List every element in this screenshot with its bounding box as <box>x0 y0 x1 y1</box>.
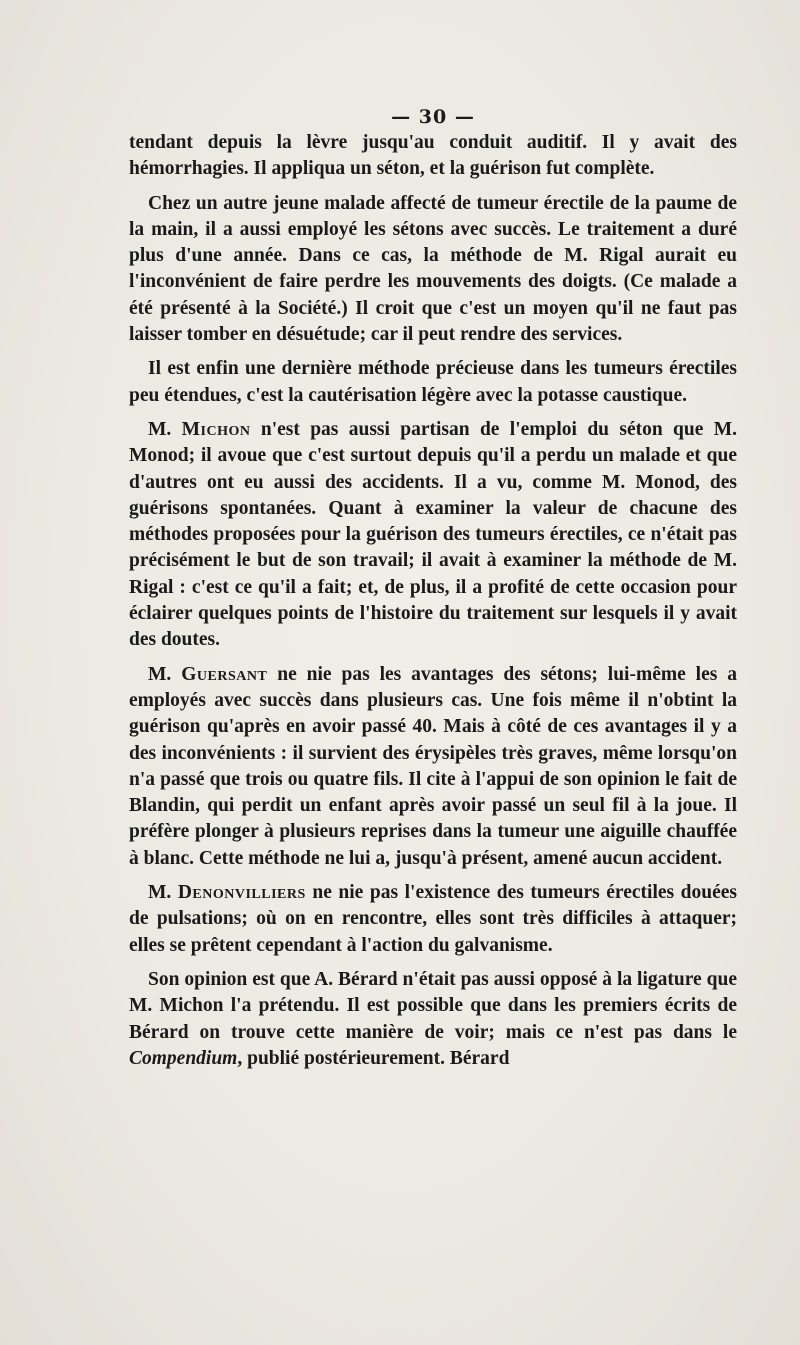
paragraph-text: ne nie pas l'existence des tumeurs érectiles douées de pulsations; où on en rencontre, elles sont très difficiles à attaquer; elles se prêtent cependant à l'action du galvanisme. <box>129 882 738 956</box>
paragraph-text: , publié postérieurement. Bérard <box>237 1047 510 1069</box>
speaker-title: M. <box>148 882 178 904</box>
work-title: Compendium <box>129 1047 238 1069</box>
paragraph-2: Chez un autre jeune malade affecté de tumeur érectile de la paume de la main, il a aussi employé les sétons avec succès. Le traitement a duré plus d'une année. Dans ce cas, la méthode de M. Rigal aurait eu l'inconvénient de faire perdre les mouvements des doigts. (Ce malade a été présenté à la Société.) Il croit que c'est un moyen qu'il ne faut pas laisser tomber en désuétude; car il peut rendre des services. <box>129 192 737 346</box>
paragraph-6 <box>129 880 737 959</box>
paragraph-text: n'est pas aussi partisan de l'emploi du séton que M. Monod; il avoue que c'est surtout depuis qu'il a perdu un malade et que d'autres ont eu aussi des accidents. Il a vu, comme M. Monod, des guérisons spontanées. Quant à examiner la valeur de chacune des méthodes proposées pour la guérison des tumeurs érectiles, ce n'était pas précisément le but de son travail; il avait à examiner la méthode de M. Rigal : c'est ce qu'il a fait; et, de plus, il a profité de cette occasion pour éclairer quelques points de l'histoire du traitement sur lesquels il y avait des doutes. <box>129 418 738 651</box>
speaker-title: M. <box>148 663 182 685</box>
speaker-name: Michon <box>181 418 251 440</box>
speaker-name: Denonvilliers <box>177 882 306 904</box>
paragraph-5 <box>129 662 737 872</box>
page-number: — 30 — <box>391 106 475 128</box>
paragraph-3: Il est enfin une dernière méthode précieuse dans les tumeurs érectiles peu étendues, c'est la cautérisation légère avec la potasse caustique. <box>129 358 737 406</box>
speaker-name: Guersant <box>181 663 268 685</box>
paragraph-text: Son opinion est que A. Bérard n'était pas aussi opposé à la ligature que M. Michon l'a prétendu. Il est possible que dans les premiers écrits de Bérard on trouve cette manière de voir; mais ce n'est pas dans le <box>129 968 737 1043</box>
body-text <box>129 130 737 1072</box>
paragraph-1: tendant depuis la lèvre jusqu'au conduit auditif. Il y avait des hémorrhagies. Il appliqua un séton, et la guérison fut complète. <box>129 132 737 180</box>
paragraph-7 <box>129 967 737 1072</box>
paragraph-text: ne nie pas les avantages des sétons; lui-même les a employés avec succès dans plusieurs cas. Une fois même il n'obtint la guérison qu'après en avoir passé 40. Mais à côté de ces avantages il y a des inconvénients : il survient des érysipèles très graves, même lorsqu'on n'a passé que trois ou quatre fils. Il cite à l'appui de son opinion le fait de Blandin, qui perdit un enfant après avoir passé un seul fil à la joue. Il préfère plonger à plusieurs reprises dans la tumeur une aiguille chauffée à blanc. Cette méthode ne lui a, jusqu'à présent, amené aucun accident. <box>129 663 738 869</box>
paragraph-4 <box>129 417 737 654</box>
speaker-title: M. <box>148 418 182 440</box>
